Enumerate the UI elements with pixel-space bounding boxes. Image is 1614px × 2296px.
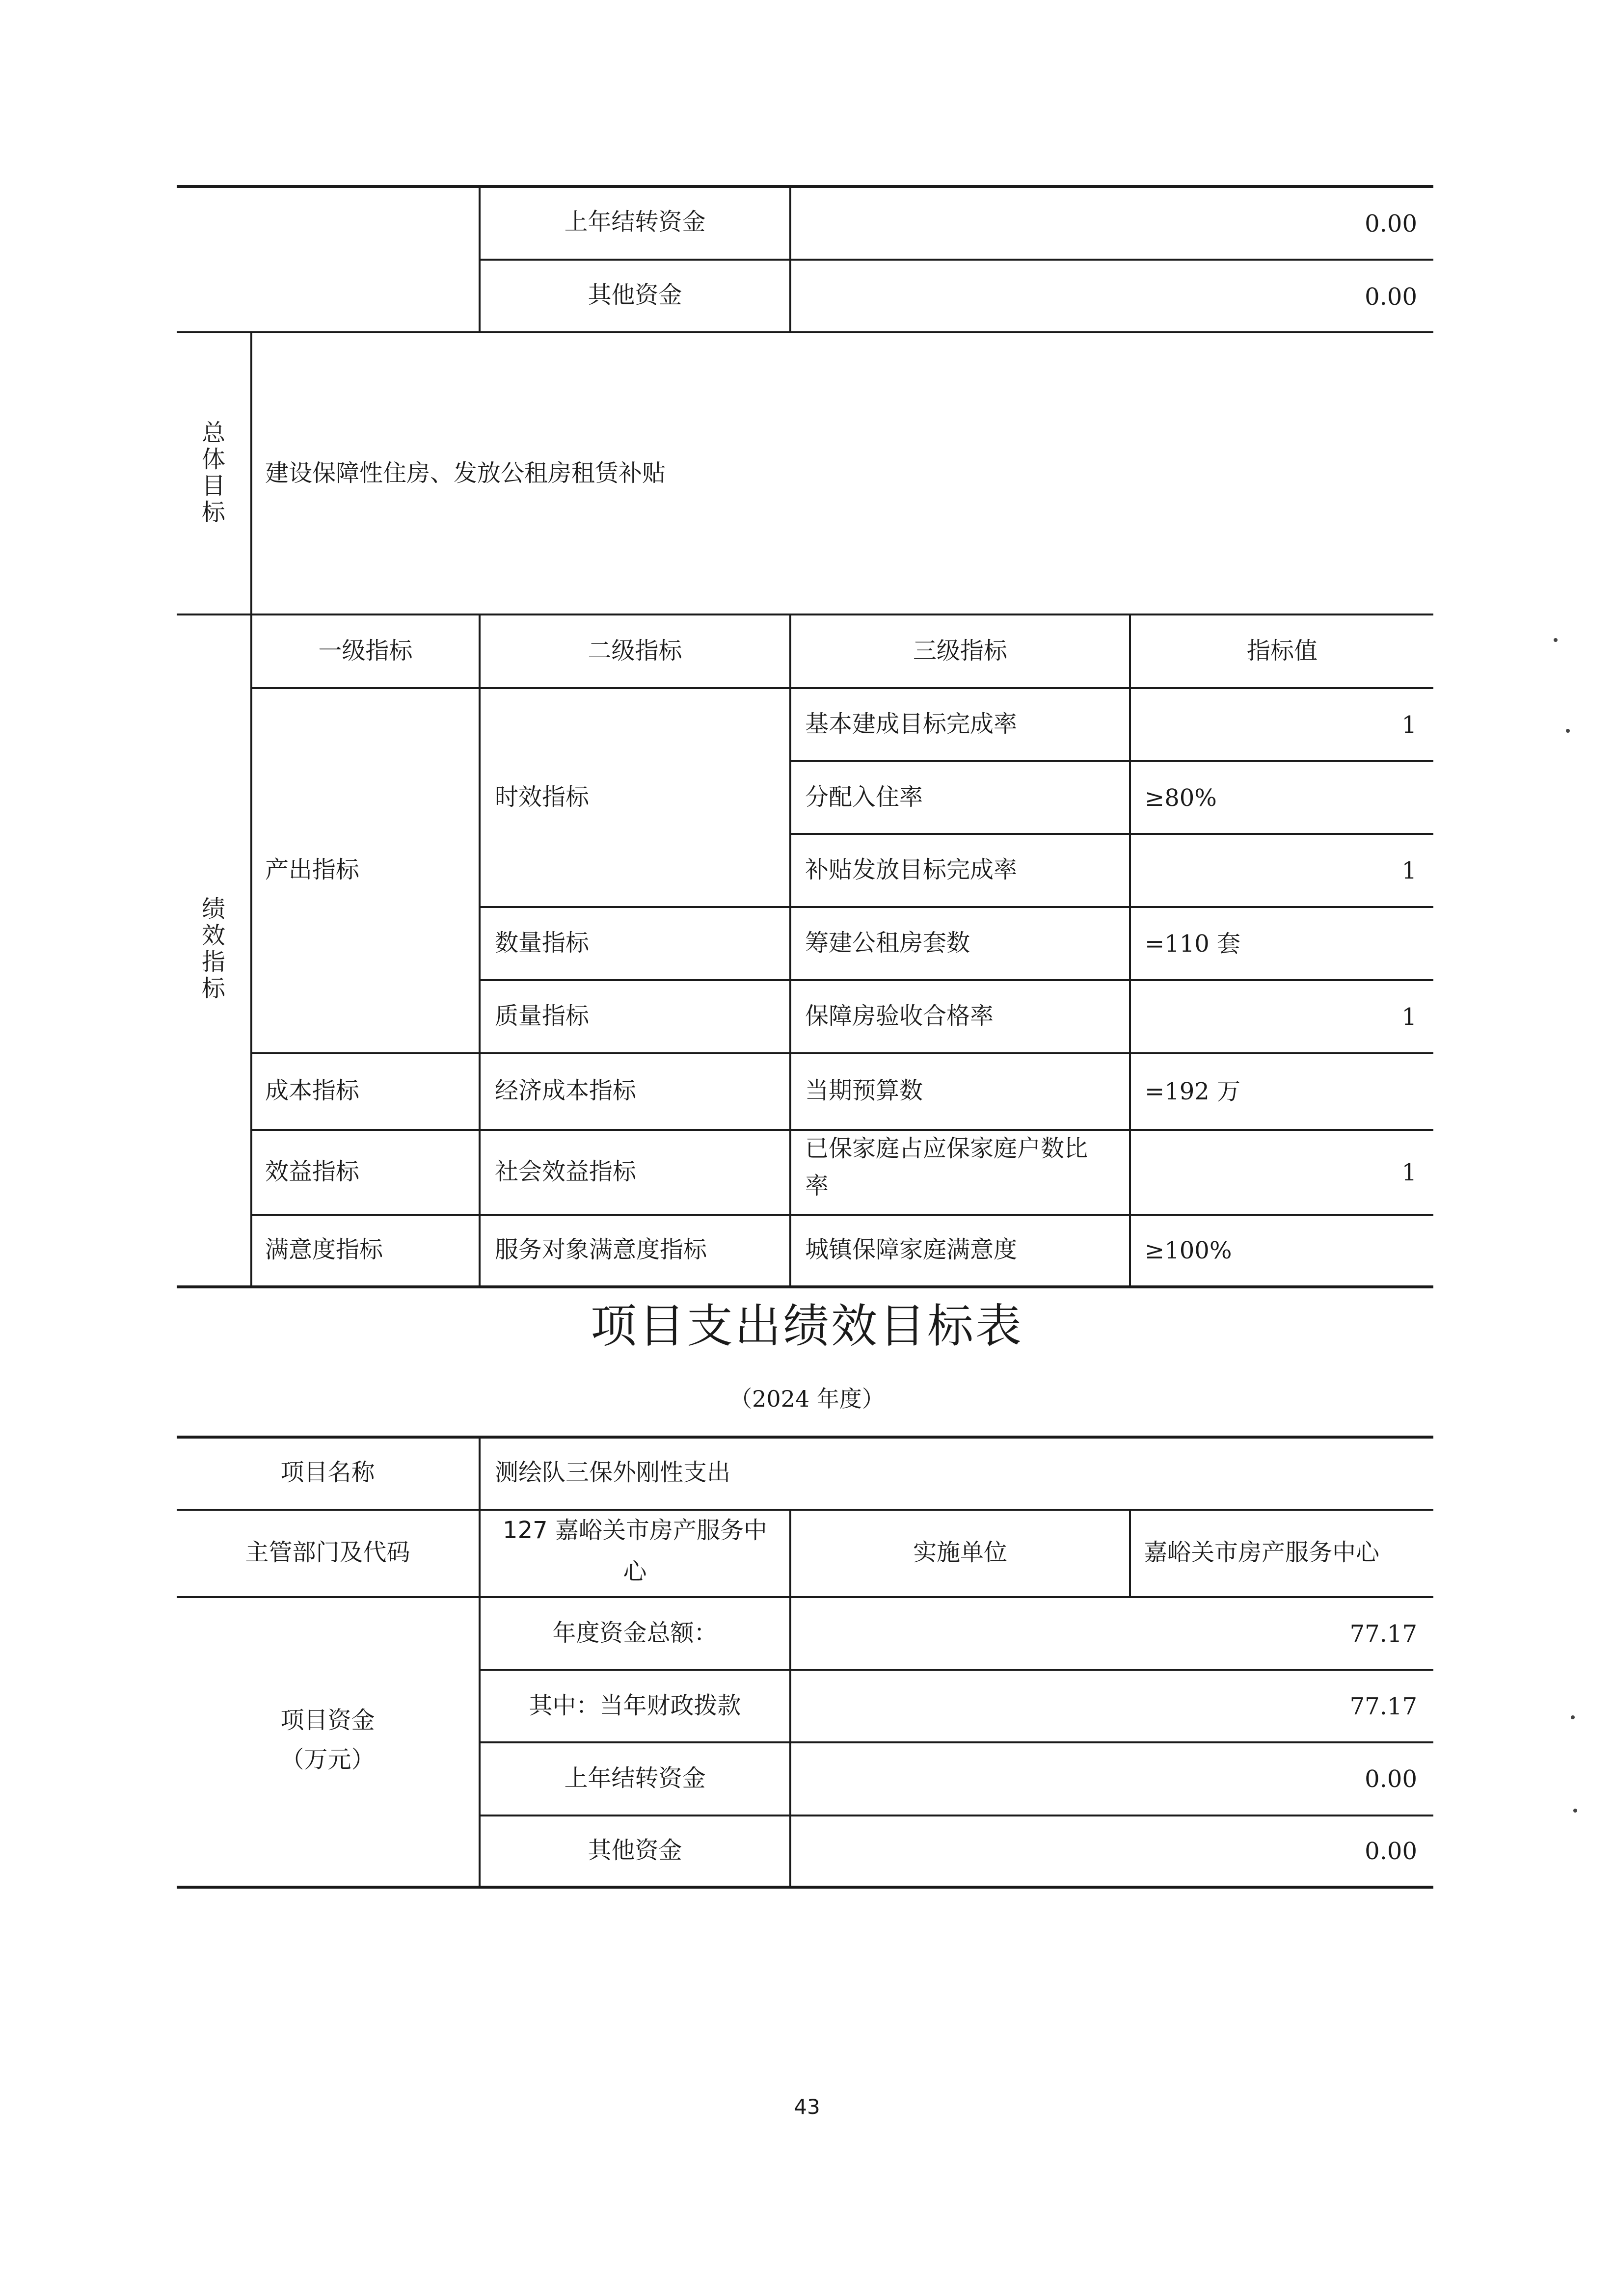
indicator-value: 1 (1401, 1159, 1417, 1186)
scan-speck (1554, 638, 1558, 642)
impl-label: 实施单位 (913, 1539, 1007, 1566)
table-rule (177, 1285, 1433, 1288)
table-rule (250, 1129, 1433, 1131)
table-rule (479, 906, 1433, 908)
performance-label: 绩 效 指 标 (201, 895, 225, 1002)
level3-indicator: 分配入住率 (805, 783, 923, 811)
level3-indicator: 筹建公租房套数 (805, 929, 970, 957)
table-rule (177, 1596, 1433, 1598)
level2-quantity: 数量指标 (495, 929, 590, 957)
scan-speck (1566, 729, 1570, 733)
scan-speck (1571, 1715, 1575, 1719)
level3-indicator: 保障房验收合格率 (805, 1002, 994, 1030)
table-rule (250, 687, 1433, 689)
level1-cost: 成本指标 (265, 1077, 360, 1104)
indicator-value: =110 套 (1145, 930, 1241, 958)
level2-social-benefit: 社会效益指标 (495, 1158, 637, 1185)
level1-benefit: 效益指标 (265, 1158, 360, 1185)
table-rule (177, 1886, 1433, 1889)
level2-quality: 质量指标 (495, 1002, 590, 1030)
funds-row-label: 年度资金总额： (552, 1619, 718, 1647)
table-rule (479, 979, 1433, 981)
indicator-value: ≥100% (1145, 1237, 1232, 1264)
fund-value-other: 0.00 (1365, 283, 1417, 311)
table-rule (789, 833, 1433, 835)
table-rule (177, 614, 1433, 615)
level3-indicator-line2: 率 (805, 1172, 829, 1200)
project-name-label: 项目名称 (280, 1459, 375, 1486)
table-rule (250, 331, 252, 1286)
header-level1: 一级指标 (318, 637, 413, 665)
overall-goal-label: 总 体 目 标 (201, 419, 225, 526)
level2-economic-cost: 经济成本指标 (495, 1077, 637, 1104)
level2-timeliness: 时效指标 (495, 783, 590, 811)
overall-goal-text: 建设保障性住房、发放公租房租赁补贴 (265, 459, 666, 487)
table-year: （2024 年度） (729, 1386, 885, 1412)
fund-label-other: 其他资金 (588, 281, 682, 309)
page-number: 43 (794, 2095, 820, 2119)
fund-label-carryover: 上年结转资金 (564, 208, 706, 236)
level3-indicator: 城镇保障家庭满意度 (805, 1236, 1018, 1263)
level2-service-satisfaction: 服务对象满意度指标 (495, 1236, 707, 1263)
table-title: 项目支出绩效目标表 (590, 1300, 1023, 1353)
indicator-value: 1 (1401, 857, 1417, 884)
table-rule (789, 760, 1433, 762)
indicator-value: =192 万 (1145, 1078, 1241, 1105)
funds-row-label: 其中：当年财政拨款 (529, 1692, 741, 1719)
header-value: 指标值 (1246, 637, 1318, 665)
table-rule (250, 1052, 1433, 1054)
level3-indicator: 基本建成目标完成率 (805, 710, 1018, 738)
funds-label-line2: （万元） (280, 1746, 375, 1773)
level1-satisfaction: 满意度指标 (265, 1236, 383, 1263)
level3-indicator-line1: 已保家庭占应保家庭户数比 (805, 1135, 1088, 1162)
funds-row-value: 77.17 (1349, 1693, 1417, 1720)
project-name-value: 测绘队三保外刚性支出 (495, 1459, 731, 1486)
dept-value-line1: 127 嘉峪关市房产服务中 (503, 1517, 767, 1544)
level3-indicator: 当期预算数 (805, 1077, 923, 1104)
impl-value: 嘉峪关市房产服务中心 (1144, 1539, 1380, 1566)
funds-row-label: 其他资金 (588, 1837, 682, 1864)
indicator-value: 1 (1401, 711, 1417, 739)
table-rule (177, 1509, 1433, 1511)
table-rule (479, 259, 1433, 261)
dept-value-line2: 心 (623, 1558, 647, 1585)
table-rule (479, 1815, 1433, 1816)
funds-row-value: 77.17 (1349, 1620, 1417, 1648)
header-level2: 二级指标 (588, 637, 682, 665)
table-rule (177, 185, 1433, 188)
funds-row-value: 0.00 (1365, 1838, 1417, 1865)
dept-label: 主管部门及代码 (245, 1539, 410, 1566)
table-rule (177, 331, 1433, 333)
table-rule (479, 1669, 1433, 1671)
table-rule (479, 1741, 1433, 1743)
funds-label-line1: 项目资金 (280, 1707, 375, 1734)
table-rule (479, 1436, 481, 1887)
scan-speck (1573, 1809, 1577, 1813)
header-level3: 三级指标 (913, 637, 1007, 665)
level1-output: 产出指标 (265, 856, 360, 883)
table-rule (177, 1436, 1433, 1439)
funds-row-label: 上年结转资金 (564, 1764, 706, 1792)
table-rule (250, 1214, 1433, 1216)
level3-indicator: 补贴发放目标完成率 (805, 856, 1018, 883)
funds-row-value: 0.00 (1365, 1765, 1417, 1793)
fund-value-carryover: 0.00 (1365, 210, 1417, 238)
indicator-value: ≥80% (1145, 784, 1217, 812)
table-rule (479, 614, 481, 1286)
table-rule (789, 614, 791, 1286)
indicator-value: 1 (1401, 1003, 1417, 1031)
table-rule (1129, 1509, 1131, 1596)
